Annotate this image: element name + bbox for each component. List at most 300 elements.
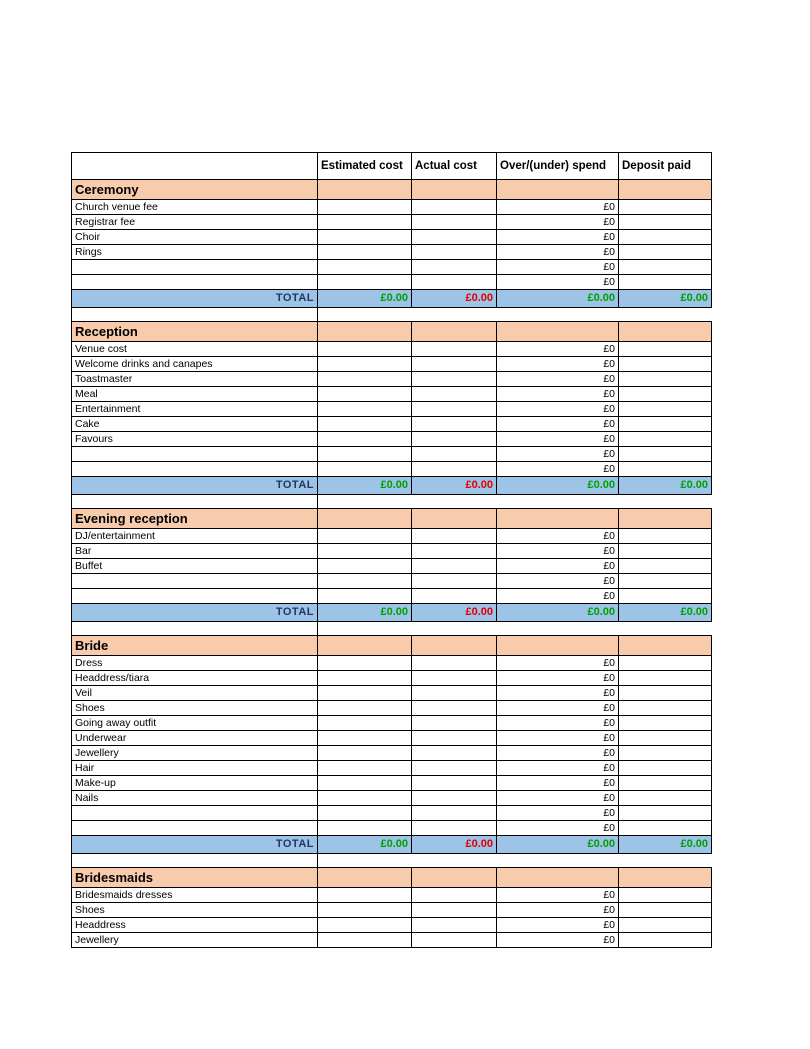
deposit-paid-cell[interactable] — [619, 716, 712, 731]
over-under-cell: £0 — [497, 746, 619, 761]
item-label[interactable]: Underwear — [72, 731, 318, 746]
estimated-cost-cell[interactable] — [318, 402, 412, 417]
estimated-cost-cell[interactable] — [318, 761, 412, 776]
table-row — [72, 701, 712, 716]
total-estimated-cost: £0.00 — [318, 290, 412, 308]
table-row — [72, 791, 712, 806]
spacer-cell — [72, 622, 318, 636]
actual-cost-cell[interactable] — [412, 447, 497, 462]
deposit-paid-cell[interactable] — [619, 888, 712, 903]
item-label[interactable]: Bridesmaids dresses — [72, 888, 318, 903]
actual-cost-cell[interactable] — [412, 559, 497, 574]
section-fill-cell — [318, 322, 412, 342]
item-label[interactable]: Bar — [72, 544, 318, 559]
total-estimated-cost: £0.00 — [318, 477, 412, 495]
over-under-cell: £0 — [497, 559, 619, 574]
total-estimated-cost: £0.00 — [318, 604, 412, 622]
total-label: TOTAL — [72, 290, 318, 308]
deposit-paid-cell[interactable] — [619, 701, 712, 716]
table-row — [72, 656, 712, 671]
section-fill-cell — [619, 509, 712, 529]
table-row — [72, 357, 712, 372]
item-label[interactable]: Going away outfit — [72, 716, 318, 731]
deposit-paid-cell[interactable] — [619, 342, 712, 357]
section-fill-cell — [619, 636, 712, 656]
actual-cost-cell[interactable] — [412, 387, 497, 402]
deposit-paid-cell[interactable] — [619, 357, 712, 372]
section-title: Ceremony — [72, 180, 318, 200]
deposit-paid-cell[interactable] — [619, 746, 712, 761]
estimated-cost-cell[interactable] — [318, 544, 412, 559]
table-row — [72, 200, 712, 215]
estimated-cost-cell[interactable] — [318, 245, 412, 260]
actual-cost-cell[interactable] — [412, 529, 497, 544]
deposit-paid-cell[interactable] — [619, 417, 712, 432]
over-under-cell: £0 — [497, 806, 619, 821]
table-row — [72, 417, 712, 432]
section-header-row — [72, 636, 712, 656]
estimated-cost-cell[interactable] — [318, 776, 412, 791]
estimated-cost-cell[interactable] — [318, 806, 412, 821]
actual-cost-cell[interactable] — [412, 230, 497, 245]
deposit-paid-cell[interactable] — [619, 215, 712, 230]
item-label[interactable]: Church venue fee — [72, 200, 318, 215]
table-row — [72, 746, 712, 761]
estimated-cost-cell[interactable] — [318, 260, 412, 275]
table-row — [72, 574, 712, 589]
spacer-cell — [412, 854, 497, 868]
spacer-cell — [619, 854, 712, 868]
deposit-paid-cell[interactable] — [619, 260, 712, 275]
deposit-paid-cell[interactable] — [619, 821, 712, 836]
deposit-paid-cell[interactable] — [619, 559, 712, 574]
estimated-cost-cell[interactable] — [318, 200, 412, 215]
section-fill-cell — [497, 636, 619, 656]
deposit-paid-cell[interactable] — [619, 918, 712, 933]
over-under-cell: £0 — [497, 731, 619, 746]
over-under-cell: £0 — [497, 447, 619, 462]
total-over-under: £0.00 — [497, 836, 619, 854]
actual-cost-cell[interactable] — [412, 260, 497, 275]
total-estimated-cost: £0.00 — [318, 836, 412, 854]
item-label[interactable] — [72, 806, 318, 821]
section-title: Evening reception — [72, 509, 318, 529]
over-under-cell: £0 — [497, 200, 619, 215]
deposit-paid-cell[interactable] — [619, 432, 712, 447]
over-under-cell: £0 — [497, 230, 619, 245]
deposit-paid-cell[interactable] — [619, 589, 712, 604]
item-label[interactable]: Rings — [72, 245, 318, 260]
over-under-cell: £0 — [497, 417, 619, 432]
table-row — [72, 776, 712, 791]
total-over-under: £0.00 — [497, 604, 619, 622]
item-label[interactable]: Registrar fee — [72, 215, 318, 230]
over-under-cell: £0 — [497, 776, 619, 791]
estimated-cost-cell[interactable] — [318, 342, 412, 357]
spacer-cell — [497, 622, 619, 636]
table-row — [72, 918, 712, 933]
spacer-cell — [318, 854, 412, 868]
item-label[interactable]: Favours — [72, 432, 318, 447]
item-label[interactable]: Venue cost — [72, 342, 318, 357]
estimated-cost-cell[interactable] — [318, 589, 412, 604]
over-under-cell: £0 — [497, 686, 619, 701]
item-label[interactable]: Choir — [72, 230, 318, 245]
actual-cost-cell[interactable] — [412, 589, 497, 604]
over-under-cell: £0 — [497, 372, 619, 387]
table-row — [72, 806, 712, 821]
actual-cost-cell[interactable] — [412, 776, 497, 791]
section-fill-cell — [497, 509, 619, 529]
section-fill-cell — [497, 322, 619, 342]
deposit-paid-cell[interactable] — [619, 574, 712, 589]
item-label[interactable]: Meal — [72, 387, 318, 402]
section-fill-cell — [619, 868, 712, 888]
estimated-cost-cell[interactable] — [318, 701, 412, 716]
item-label[interactable]: Jewellery — [72, 933, 318, 948]
spacer-cell — [412, 495, 497, 509]
item-label[interactable]: Toastmaster — [72, 372, 318, 387]
table-row — [72, 260, 712, 275]
total-deposit-paid: £0.00 — [619, 836, 712, 854]
actual-cost-cell[interactable] — [412, 402, 497, 417]
table-row — [72, 387, 712, 402]
estimated-cost-cell[interactable] — [318, 791, 412, 806]
actual-cost-cell[interactable] — [412, 342, 497, 357]
section-fill-cell — [318, 868, 412, 888]
over-under-cell: £0 — [497, 701, 619, 716]
deposit-paid-cell[interactable] — [619, 387, 712, 402]
over-under-cell: £0 — [497, 387, 619, 402]
estimated-cost-cell[interactable] — [318, 821, 412, 836]
estimated-cost-cell[interactable] — [318, 933, 412, 948]
section-header-row — [72, 180, 712, 200]
section-fill-cell — [412, 322, 497, 342]
item-label[interactable] — [72, 574, 318, 589]
section-total-row — [72, 290, 712, 308]
section-total-row — [72, 477, 712, 495]
over-under-cell: £0 — [497, 903, 619, 918]
budget-sheet — [71, 152, 711, 948]
table-row — [72, 462, 712, 477]
estimated-cost-cell[interactable] — [318, 447, 412, 462]
deposit-paid-cell[interactable] — [619, 731, 712, 746]
item-label[interactable]: Dress — [72, 656, 318, 671]
section-fill-cell — [318, 180, 412, 200]
spacer-cell — [619, 622, 712, 636]
spacer-cell — [412, 308, 497, 322]
actual-cost-cell[interactable] — [412, 417, 497, 432]
actual-cost-cell[interactable] — [412, 462, 497, 477]
section-total-row — [72, 836, 712, 854]
over-under-cell: £0 — [497, 589, 619, 604]
item-label[interactable]: Veil — [72, 686, 318, 701]
deposit-paid-cell[interactable] — [619, 200, 712, 215]
estimated-cost-cell[interactable] — [318, 903, 412, 918]
section-fill-cell — [412, 636, 497, 656]
actual-cost-cell[interactable] — [412, 200, 497, 215]
table-row — [72, 888, 712, 903]
section-spacer-row — [72, 308, 712, 322]
section-fill-cell — [619, 180, 712, 200]
item-label[interactable] — [72, 447, 318, 462]
over-under-cell: £0 — [497, 402, 619, 417]
section-header-row — [72, 868, 712, 888]
deposit-paid-cell[interactable] — [619, 544, 712, 559]
item-label[interactable] — [72, 462, 318, 477]
deposit-paid-cell[interactable] — [619, 372, 712, 387]
table-row — [72, 529, 712, 544]
actual-cost-cell[interactable] — [412, 432, 497, 447]
over-under-cell: £0 — [497, 791, 619, 806]
item-label[interactable]: Buffet — [72, 559, 318, 574]
deposit-paid-cell[interactable] — [619, 791, 712, 806]
estimated-cost-cell[interactable] — [318, 432, 412, 447]
table-row — [72, 342, 712, 357]
deposit-paid-cell[interactable] — [619, 402, 712, 417]
over-under-cell: £0 — [497, 544, 619, 559]
budget-table — [71, 152, 712, 948]
deposit-paid-cell[interactable] — [619, 776, 712, 791]
over-under-cell: £0 — [497, 245, 619, 260]
estimated-cost-cell[interactable] — [318, 671, 412, 686]
table-row — [72, 903, 712, 918]
estimated-cost-cell[interactable] — [318, 888, 412, 903]
estimated-cost-cell[interactable] — [318, 574, 412, 589]
deposit-paid-cell[interactable] — [619, 275, 712, 290]
over-under-cell: £0 — [497, 357, 619, 372]
over-under-cell: £0 — [497, 574, 619, 589]
section-title: Bridesmaids — [72, 868, 318, 888]
actual-cost-cell[interactable] — [412, 686, 497, 701]
spacer-cell — [497, 495, 619, 509]
spacer-cell — [497, 854, 619, 868]
total-label: TOTAL — [72, 836, 318, 854]
estimated-cost-cell[interactable] — [318, 387, 412, 402]
estimated-cost-cell[interactable] — [318, 357, 412, 372]
section-fill-cell — [497, 868, 619, 888]
estimated-cost-cell[interactable] — [318, 686, 412, 701]
table-row — [72, 731, 712, 746]
spacer-cell — [497, 308, 619, 322]
actual-cost-cell[interactable] — [412, 791, 497, 806]
over-under-cell: £0 — [497, 671, 619, 686]
table-row — [72, 275, 712, 290]
table-row — [72, 372, 712, 387]
deposit-paid-cell[interactable] — [619, 671, 712, 686]
table-row — [72, 716, 712, 731]
over-under-cell: £0 — [497, 260, 619, 275]
estimated-cost-cell[interactable] — [318, 559, 412, 574]
over-under-cell: £0 — [497, 888, 619, 903]
total-label: TOTAL — [72, 604, 318, 622]
spacer-cell — [619, 308, 712, 322]
total-deposit-paid: £0.00 — [619, 477, 712, 495]
spacer-cell — [318, 308, 412, 322]
table-row — [72, 559, 712, 574]
spacer-cell — [72, 308, 318, 322]
actual-cost-cell[interactable] — [412, 245, 497, 260]
total-label: TOTAL — [72, 477, 318, 495]
item-label[interactable]: Shoes — [72, 701, 318, 716]
column-header-item — [72, 153, 318, 180]
section-fill-cell — [412, 868, 497, 888]
item-label[interactable] — [72, 821, 318, 836]
actual-cost-cell[interactable] — [412, 716, 497, 731]
estimated-cost-cell[interactable] — [318, 275, 412, 290]
section-spacer-row — [72, 495, 712, 509]
table-header-row — [72, 153, 712, 180]
table-row — [72, 933, 712, 948]
deposit-paid-cell[interactable] — [619, 933, 712, 948]
table-row — [72, 821, 712, 836]
section-fill-cell — [318, 509, 412, 529]
over-under-cell: £0 — [497, 821, 619, 836]
item-label[interactable]: Shoes — [72, 903, 318, 918]
item-label[interactable] — [72, 589, 318, 604]
over-under-cell: £0 — [497, 656, 619, 671]
actual-cost-cell[interactable] — [412, 903, 497, 918]
spacer-cell — [412, 622, 497, 636]
section-spacer-row — [72, 854, 712, 868]
total-actual-cost: £0.00 — [412, 290, 497, 308]
actual-cost-cell[interactable] — [412, 933, 497, 948]
actual-cost-cell[interactable] — [412, 275, 497, 290]
deposit-paid-cell[interactable] — [619, 529, 712, 544]
table-row — [72, 761, 712, 776]
item-label[interactable] — [72, 260, 318, 275]
spacer-cell — [318, 622, 412, 636]
over-under-cell: £0 — [497, 215, 619, 230]
spacer-cell — [318, 495, 412, 509]
spacer-cell — [619, 495, 712, 509]
deposit-paid-cell[interactable] — [619, 903, 712, 918]
actual-cost-cell[interactable] — [412, 731, 497, 746]
deposit-paid-cell[interactable] — [619, 245, 712, 260]
section-title: Bride — [72, 636, 318, 656]
over-under-cell: £0 — [497, 529, 619, 544]
deposit-paid-cell[interactable] — [619, 230, 712, 245]
section-fill-cell — [497, 180, 619, 200]
actual-cost-cell[interactable] — [412, 656, 497, 671]
column-header-4: Deposit paid — [619, 153, 712, 180]
table-row — [72, 686, 712, 701]
spacer-cell — [72, 495, 318, 509]
column-header-3: Over/(under) spend — [497, 153, 619, 180]
deposit-paid-cell[interactable] — [619, 462, 712, 477]
item-label[interactable]: DJ/entertainment — [72, 529, 318, 544]
actual-cost-cell[interactable] — [412, 918, 497, 933]
estimated-cost-cell[interactable] — [318, 731, 412, 746]
actual-cost-cell[interactable] — [412, 761, 497, 776]
table-row — [72, 215, 712, 230]
item-label[interactable]: Headdress — [72, 918, 318, 933]
section-spacer-row — [72, 622, 712, 636]
actual-cost-cell[interactable] — [412, 821, 497, 836]
item-label[interactable]: Make-up — [72, 776, 318, 791]
actual-cost-cell[interactable] — [412, 544, 497, 559]
table-row — [72, 589, 712, 604]
item-label[interactable]: Entertainment — [72, 402, 318, 417]
total-actual-cost: £0.00 — [412, 477, 497, 495]
over-under-cell: £0 — [497, 761, 619, 776]
table-row — [72, 245, 712, 260]
actual-cost-cell[interactable] — [412, 701, 497, 716]
total-over-under: £0.00 — [497, 477, 619, 495]
estimated-cost-cell[interactable] — [318, 372, 412, 387]
section-fill-cell — [619, 322, 712, 342]
over-under-cell: £0 — [497, 933, 619, 948]
actual-cost-cell[interactable] — [412, 888, 497, 903]
over-under-cell: £0 — [497, 918, 619, 933]
deposit-paid-cell[interactable] — [619, 806, 712, 821]
actual-cost-cell[interactable] — [412, 215, 497, 230]
section-fill-cell — [412, 180, 497, 200]
section-total-row — [72, 604, 712, 622]
item-label[interactable]: Headdress/tiara — [72, 671, 318, 686]
total-actual-cost: £0.00 — [412, 604, 497, 622]
item-label[interactable]: Jewellery — [72, 746, 318, 761]
actual-cost-cell[interactable] — [412, 574, 497, 589]
deposit-paid-cell[interactable] — [619, 686, 712, 701]
estimated-cost-cell[interactable] — [318, 215, 412, 230]
total-over-under: £0.00 — [497, 290, 619, 308]
table-row — [72, 230, 712, 245]
section-fill-cell — [318, 636, 412, 656]
item-label[interactable] — [72, 275, 318, 290]
estimated-cost-cell[interactable] — [318, 656, 412, 671]
section-fill-cell — [412, 509, 497, 529]
table-row — [72, 447, 712, 462]
item-label[interactable]: Welcome drinks and canapes — [72, 357, 318, 372]
estimated-cost-cell[interactable] — [318, 462, 412, 477]
total-actual-cost: £0.00 — [412, 836, 497, 854]
estimated-cost-cell[interactable] — [318, 230, 412, 245]
table-row — [72, 671, 712, 686]
actual-cost-cell[interactable] — [412, 357, 497, 372]
over-under-cell: £0 — [497, 716, 619, 731]
estimated-cost-cell[interactable] — [318, 716, 412, 731]
total-deposit-paid: £0.00 — [619, 290, 712, 308]
column-header-2: Actual cost — [412, 153, 497, 180]
spacer-cell — [72, 854, 318, 868]
table-row — [72, 432, 712, 447]
section-header-row — [72, 322, 712, 342]
actual-cost-cell[interactable] — [412, 671, 497, 686]
deposit-paid-cell[interactable] — [619, 761, 712, 776]
section-header-row — [72, 509, 712, 529]
estimated-cost-cell[interactable] — [318, 417, 412, 432]
total-deposit-paid: £0.00 — [619, 604, 712, 622]
deposit-paid-cell[interactable] — [619, 447, 712, 462]
over-under-cell: £0 — [497, 462, 619, 477]
deposit-paid-cell[interactable] — [619, 656, 712, 671]
table-row — [72, 402, 712, 417]
estimated-cost-cell[interactable] — [318, 746, 412, 761]
estimated-cost-cell[interactable] — [318, 918, 412, 933]
actual-cost-cell[interactable] — [412, 746, 497, 761]
over-under-cell: £0 — [497, 432, 619, 447]
actual-cost-cell[interactable] — [412, 806, 497, 821]
over-under-cell: £0 — [497, 275, 619, 290]
item-label[interactable]: Cake — [72, 417, 318, 432]
section-title: Reception — [72, 322, 318, 342]
column-header-1: Estimated cost — [318, 153, 412, 180]
estimated-cost-cell[interactable] — [318, 529, 412, 544]
item-label[interactable]: Hair — [72, 761, 318, 776]
item-label[interactable]: Nails — [72, 791, 318, 806]
actual-cost-cell[interactable] — [412, 372, 497, 387]
